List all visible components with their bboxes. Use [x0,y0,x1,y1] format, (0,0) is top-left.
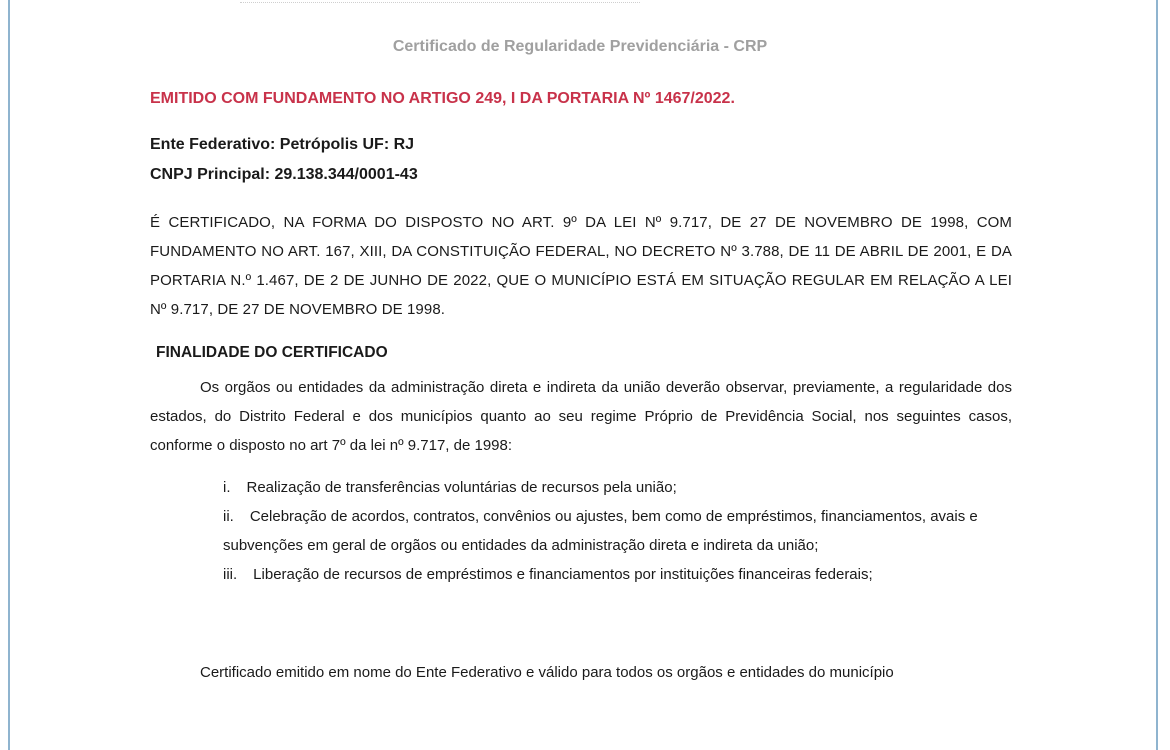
certification-paragraph: É CERTIFICADO, NA FORMA DO DISPOSTO NO ART. 9º DA LEI Nº 9.717, DE 27 DE NOVEMBRO DE 1998, COM FUNDAMENTO NO ART. 167, XIII, DA CONSTITUIÇÃO FEDERAL, NO DECRETO Nº 3.788, DE 11 DE ABRIL DE 2001, E DA PORTARIA N.º 1.467, DE 2 DE JUNHO DE 2022, QUE O MUNICÍPIO ESTÁ EM SITUAÇÃO REGULAR EM RELAÇÃO A LEI Nº 9.717, DE 27 DE NOVEMBRO DE 1998. [150,214,1012,318]
list-item-text: Liberação de recursos de empréstimos e financiamentos por instituições financeiras federais; [253,566,873,583]
issuance-basis: EMITIDO COM FUNDAMENTO NO ARTIGO 249, I DA PORTARIA Nº 1467/2022. [150,90,735,107]
list-item-number: ii. [223,508,234,525]
list-item [223,473,1013,502]
federative-entity: Ente Federativo: Petrópolis UF: RJ [150,136,415,153]
cnpj-principal: CNPJ Principal: 29.138.344/0001-43 [150,166,418,183]
top-divider [240,0,640,3]
list-item-number: iii. [223,566,238,583]
cases-list [223,473,1013,589]
validity-paragraph: Certificado emitido em nome do Ente Federativo e válido para todos os orgãos e entidades do município [200,664,894,681]
purpose-heading: FINALIDADE DO CERTIFICADO [156,344,388,361]
list-item-text: Celebração de acordos, contratos, convênios ou ajustes, bem como de empréstimos, financiamentos, avais e subvenções em geral de orgãos ou entidades da administração direta e indireta da união; [223,508,978,554]
purpose-paragraph: Os orgãos ou entidades da administração direta e indireta da união deverão observar, previamente, a regularidade dos estados, do Distrito Federal e dos municípios quanto ao seu regime Próprio de Previdência Social, nos seguintes casos, conforme o disposto no art 7º da lei nº 9.717, de 1998: [150,379,1012,454]
document-title: Certificado de Regularidade Previdenciária - CRP [392,38,768,55]
list-item [223,502,1013,560]
list-item-number: i. [223,479,231,496]
list-item-text: Realização de transferências voluntárias de recursos pela união; [246,479,677,496]
list-item [223,560,1013,589]
